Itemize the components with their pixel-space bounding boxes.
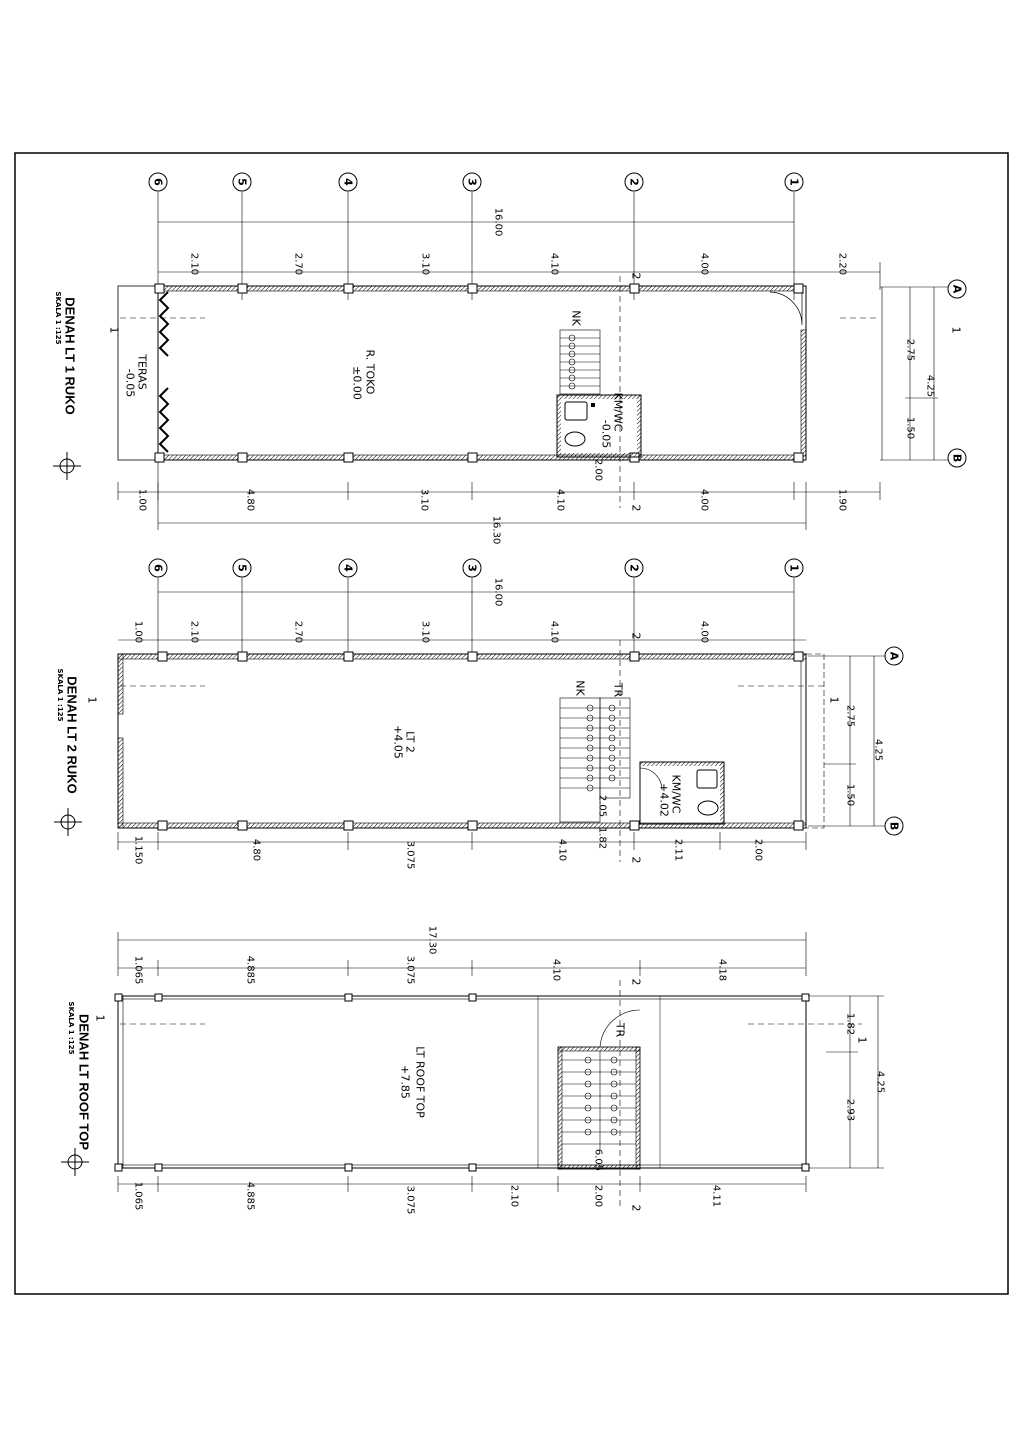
dim-top: 4.18 <box>716 958 728 982</box>
wc-room <box>557 392 641 457</box>
dim-bottom: 4.00 <box>698 488 710 512</box>
plan-title: DENAH LT 1 RUKO <box>62 297 78 415</box>
section-mark: 1 <box>93 1014 107 1022</box>
room-name: KM/WC <box>611 392 625 432</box>
dim-bottom: 1.00 <box>136 488 148 512</box>
grid-label: 3 <box>465 178 479 186</box>
grid-bubbles-lt1 <box>149 173 803 191</box>
section-mark: 2 <box>629 632 643 640</box>
plan-rooftop <box>61 926 886 1215</box>
section-mark: 2 <box>629 504 643 512</box>
dim-side-total: 4.25 <box>874 1070 886 1094</box>
section-mark: 1 <box>949 326 963 334</box>
dim-top: 2.10 <box>188 252 200 276</box>
room-name: R. TOKO <box>363 349 377 395</box>
room-elev: -0.05 <box>123 368 137 398</box>
plan-scale: SKALA 1 :125 <box>56 668 64 722</box>
dim-bottom: 4.80 <box>244 488 256 512</box>
dim-side: 2.75 <box>844 704 856 728</box>
stair-lt2 <box>560 698 630 822</box>
dim-bottom: 4.885 <box>244 1181 256 1211</box>
dim-bottom: 1.065 <box>132 1181 144 1211</box>
dim-top: 3.10 <box>419 620 431 644</box>
dim-top: 4.10 <box>548 620 560 644</box>
grid-label: 1 <box>787 564 801 572</box>
dim-top: 2.10 <box>188 620 200 644</box>
section-mark: 1 <box>107 326 121 334</box>
plan-title: DENAH LT 2 RUKO <box>64 676 80 794</box>
grid-label: 4 <box>341 178 355 186</box>
grid-label: 5 <box>235 564 249 572</box>
grid-bubbles-lt2 <box>149 559 803 577</box>
room-name: TERAS <box>135 354 149 390</box>
dim-side: 1.50 <box>904 416 916 440</box>
plan-lt2 <box>54 559 903 869</box>
rolling-door-symbol <box>160 292 168 356</box>
dim-top: 2.20 <box>836 252 848 276</box>
dim-top: 2.70 <box>292 252 304 276</box>
dim-top-total: 17.30 <box>426 925 438 955</box>
dim-bottom: 1.90 <box>836 488 848 512</box>
plan-scale: SKALA 1 :125 <box>67 1001 75 1055</box>
dim-bottom: 2.11 <box>672 838 684 862</box>
dim-bottom: 2.10 <box>508 1184 520 1208</box>
dim-top: 1.00 <box>132 620 144 644</box>
room-name: LT ROOF TOP <box>413 1046 427 1118</box>
rolling-door-symbol <box>160 388 168 452</box>
room-elev: +4.05 <box>391 725 405 759</box>
dim-top-total: 16.00 <box>492 577 504 607</box>
dim-side: 1.50 <box>844 783 856 807</box>
stair-rooftop <box>558 1010 640 1172</box>
room-elev: +7.85 <box>398 1065 412 1099</box>
wall-outline <box>118 996 806 1168</box>
toilet-icon <box>565 432 585 446</box>
dim-side-total: 4.25 <box>924 374 936 398</box>
dim-bottom: 3.075 <box>404 840 416 870</box>
dim-wc: 2.00 <box>592 458 604 482</box>
grid-label-side: A <box>887 651 901 661</box>
dim-top: 4.10 <box>550 958 562 982</box>
dim-bottom-total: 16.30 <box>490 515 502 545</box>
room-name: KM/WC <box>669 774 683 814</box>
stair-label: NK <box>569 310 583 326</box>
dim-side-total: 4.25 <box>872 738 884 762</box>
section-mark: 2 <box>629 856 643 864</box>
plan-title: DENAH LT ROOF TOP <box>76 1013 92 1151</box>
toilet-icon <box>698 801 718 815</box>
dim-top: 4.00 <box>698 620 710 644</box>
grid-label: 2 <box>627 564 641 572</box>
room-elev: ±0.00 <box>350 366 364 400</box>
room-elev: +4.02 <box>657 783 671 817</box>
dim-bottom: 2.00 <box>592 1184 604 1208</box>
dim-bottom: 3.10 <box>418 488 430 512</box>
room-elev: -0.05 <box>599 419 613 449</box>
section-mark: 2 <box>629 1204 643 1212</box>
section-mark: 2 <box>629 978 643 986</box>
dim-stair: 6.05 <box>592 1148 604 1172</box>
section-mark: 2 <box>629 272 643 280</box>
stair-label: TR <box>613 1022 627 1038</box>
dim-bottom: 4.80 <box>250 838 262 862</box>
dim-top: 4.00 <box>698 252 710 276</box>
door-swing <box>770 292 802 325</box>
dim-top: 1.065 <box>132 955 144 985</box>
dim-side: 1.82 <box>844 1012 856 1036</box>
dim-bottom: 3.075 <box>404 1185 416 1215</box>
grid-label: 6 <box>151 178 165 186</box>
dim-top: 4.885 <box>244 955 256 985</box>
section-mark: 1 <box>85 696 99 704</box>
dim-top: 3.10 <box>419 252 431 276</box>
stair-lt1 <box>560 330 600 394</box>
grid-label: 6 <box>151 564 165 572</box>
plan-lt1 <box>53 173 966 544</box>
tub-icon <box>697 770 717 788</box>
grid-label: 1 <box>787 178 801 186</box>
dim-bottom: 4.10 <box>554 488 566 512</box>
wall-outline <box>158 286 806 460</box>
grid-label-side: A <box>950 284 964 294</box>
section-mark: 1 <box>827 696 841 704</box>
dim-top: 3.075 <box>404 955 416 985</box>
dim-bottom: 4.11 <box>710 1184 722 1208</box>
grid-label: 2 <box>627 178 641 186</box>
dim-side: 2.93 <box>844 1098 856 1122</box>
dim-bottom: 1.150 <box>132 835 144 865</box>
grid-label-side: B <box>950 453 964 463</box>
dim-bottom: 2.00 <box>752 838 764 862</box>
dim-stair: 1.82 <box>596 826 608 850</box>
section-mark: 1 <box>855 1036 869 1044</box>
dim-top: 4.10 <box>548 252 560 276</box>
grid-label: 3 <box>465 564 479 572</box>
dim-top: 2.70 <box>292 620 304 644</box>
grid-label-side: B <box>887 821 901 831</box>
grid-label: 4 <box>341 564 355 572</box>
tub-icon <box>565 402 587 420</box>
stair-label: TR <box>611 682 625 698</box>
grid-label: 5 <box>235 178 249 186</box>
room-name: LT 2 <box>403 731 417 753</box>
dim-stair: 2.05 <box>596 794 608 818</box>
dim-top-total: 16.00 <box>492 207 504 237</box>
stair-label: NK <box>573 680 587 696</box>
dim-bottom: 4.10 <box>556 838 568 862</box>
sheet-border <box>15 153 1008 1294</box>
dim-side: 2.75 <box>904 338 916 362</box>
plan-scale: SKALA 1 :125 <box>54 291 62 345</box>
